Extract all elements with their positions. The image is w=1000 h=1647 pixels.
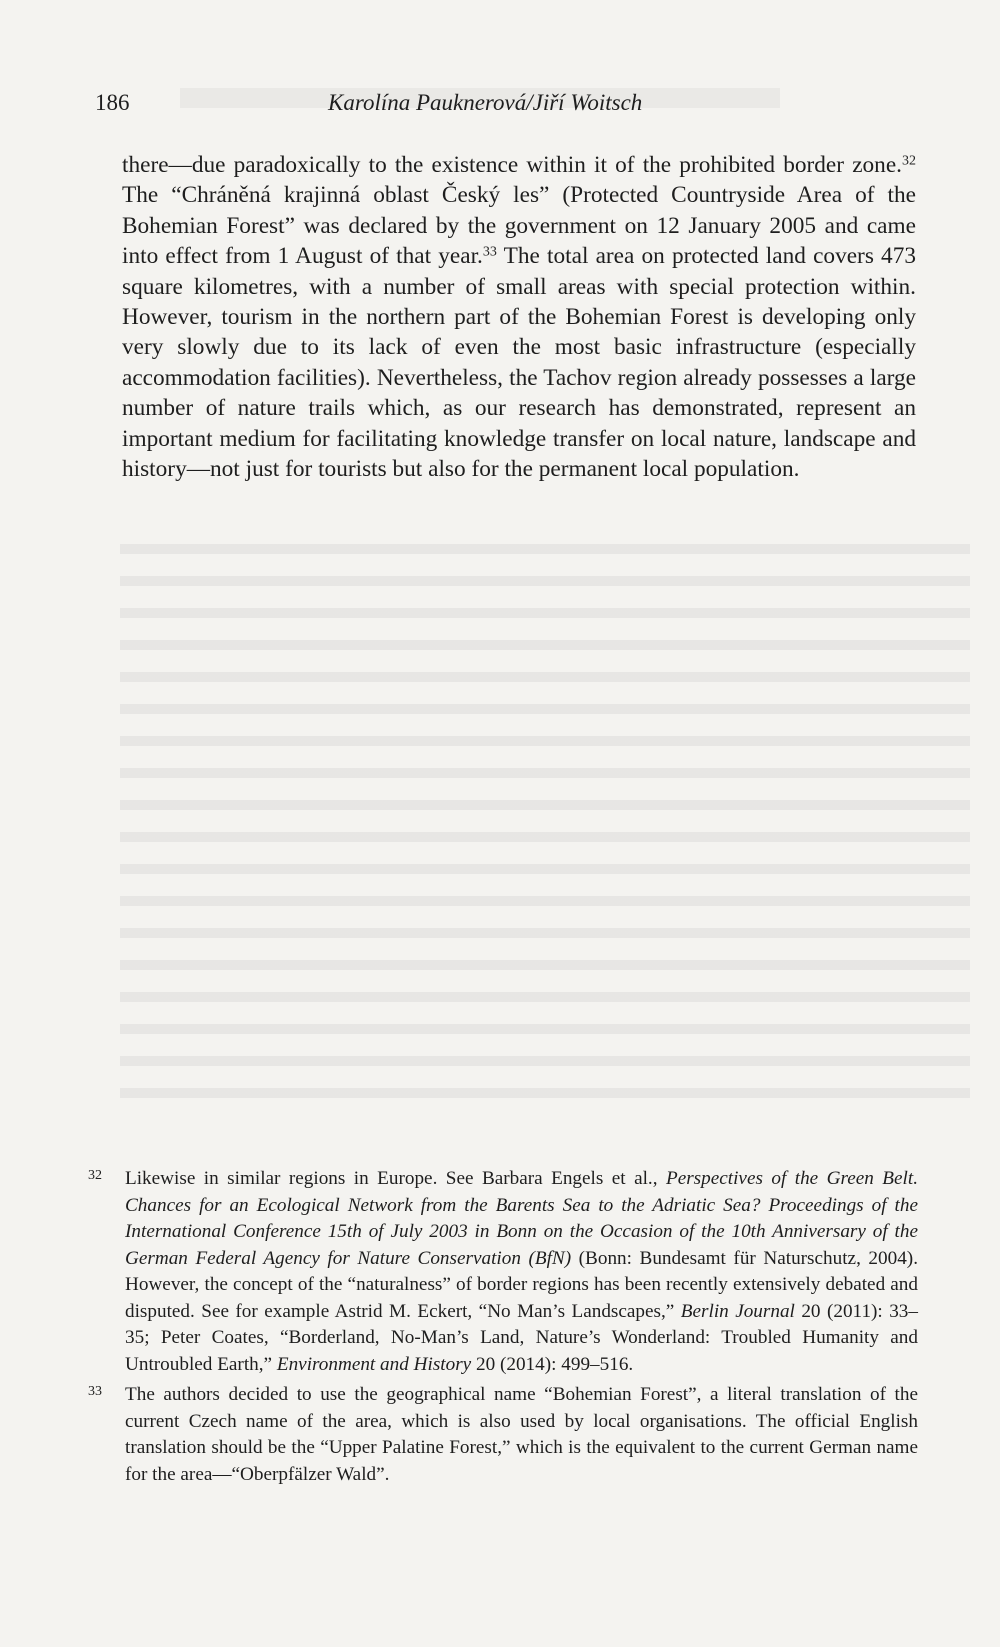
footnote-ref-32[interactable]: 32: [902, 153, 916, 169]
footnote-journal-italic: Berlin Journal: [680, 1300, 795, 1322]
footnote-title-italic: Perspectives of the Green Belt. Chances for an Ecological Network from the Barents Sea to the Adriatic Sea? Proceedings of the International Conference 15th of July 2003 in Bonn on the Occasion of the 10th Anniversary of the German Federal Agency for Nature Conservation (BfN): [125, 1168, 918, 1269]
body-text-segment-2: The “Chráněná krajinná oblast Český les” (Protected Countryside Area of the Bohemian Forest” was declared by the government on 12 January 2005 and came into effect from 1 August of that year.: [122, 182, 916, 270]
footnote-text: 20 (2014): 499–516.: [471, 1353, 634, 1375]
body-paragraph: [122, 150, 916, 484]
footnote-text: The authors decided to use the geographical name “Bohemian Forest”, a literal translation of the current Czech name of the area, which is also used by local organisations. The official English translation should be the “Upper Palatine Forest,” which is the equivalent to the current German name for the area—“Oberpfälzer Wald”.: [125, 1384, 918, 1485]
body-text-segment-3: The total area on protected land covers 473 square kilometres, with a number of small areas with special protection within. However, tourism in the northern part of the Bohemian Forest is developing only very slowly due to its lack of even the most basic infrastructure (especially accommodation facilities). Nevertheless, the Tachov region already possesses a large number of nature trails which, as our research has demonstrated, represent an important medium for facilitating knowledge transfer on local nature, landscape and history—not just for tourists but also for the permanent local population.: [122, 243, 916, 483]
running-head: Karolína Pauknerová/Jiří Woitsch: [328, 90, 643, 115]
footnotes: [88, 1166, 918, 1492]
body-text-segment-1: there—due paradoxically to the existence within it of the prohibited border zone.: [122, 152, 902, 178]
footnote-text: Likewise in similar regions in Europe. See Barbara Engels et al.,: [125, 1168, 666, 1189]
footnote-number: 32: [88, 1168, 102, 1183]
footnote-journal-italic: Environment and History: [276, 1353, 472, 1375]
footnote-text: 20 (2011): 33–35; Peter Coates, “Borderland, No-Man’s Land, Nature’s Wonderland: Troubled Humanity and Untroubled Earth,”: [125, 1300, 918, 1375]
footnote-32: [88, 1166, 918, 1378]
page-header: [95, 86, 915, 122]
footnote-33: [88, 1382, 918, 1488]
footnote-text: (Bonn: Bundesamt für Naturschutz, 2004). However, the concept of the “naturalness” of border regions has been recently extensively debated and disputed. See for example Astrid M. Eckert, “No Man’s Landscapes,”: [125, 1247, 918, 1322]
footnote-ref-33[interactable]: 33: [482, 244, 497, 260]
footnote-number: 33: [88, 1384, 102, 1399]
show-through-shadow: [120, 530, 970, 1120]
page-number: 186: [95, 90, 130, 115]
